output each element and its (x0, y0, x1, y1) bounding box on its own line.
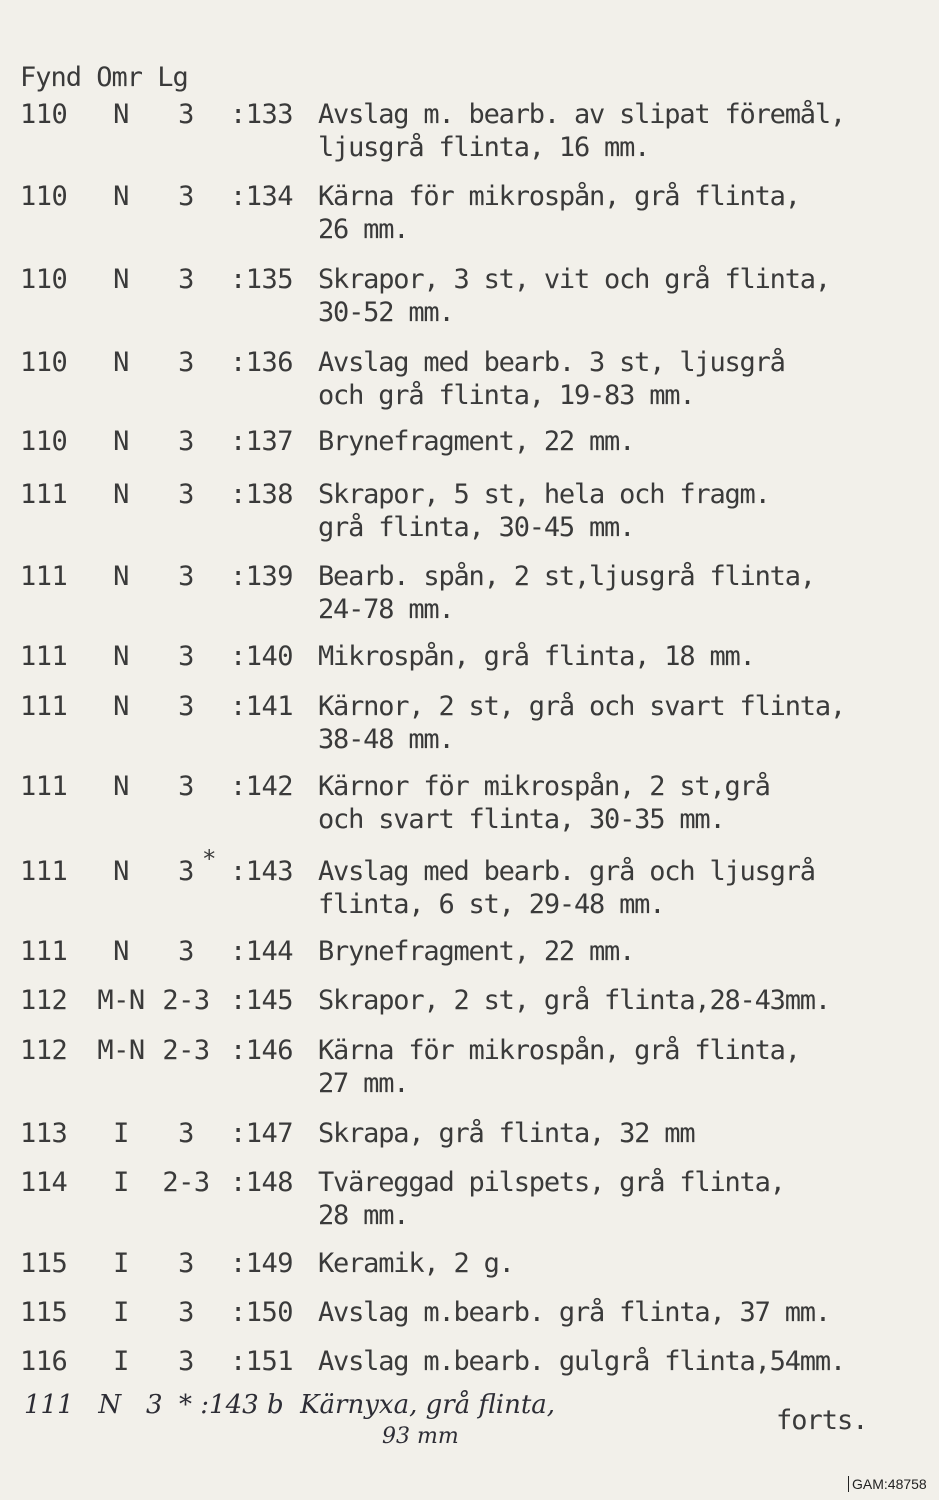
catalog-number: :147 (230, 1118, 294, 1149)
description: Kärnor för mikrospån, 2 st,grå och svart flinta, 30-35 mm. (318, 771, 770, 835)
area: N (113, 561, 129, 592)
description: Brynefragment, 22 mm. (318, 936, 635, 967)
area: N (113, 426, 129, 457)
area: M-N (97, 985, 145, 1016)
fynd-number: 111 (20, 561, 68, 592)
layer: 3 (178, 936, 194, 967)
area: M-N (97, 1035, 145, 1066)
fynd-number: 110 (20, 347, 68, 378)
area: N (113, 691, 129, 722)
layer: 3 (178, 264, 194, 295)
description: Skrapa, grå flinta, 32 mm (318, 1118, 695, 1149)
layer: 3 (178, 1297, 194, 1328)
catalog-number: :149 (230, 1248, 294, 1279)
area: N (113, 181, 129, 212)
fynd-number: 114 (20, 1167, 68, 1198)
fynd-number: 111 (20, 856, 68, 887)
fynd-number: 115 (20, 1297, 68, 1328)
layer: 2-3 (162, 1035, 210, 1066)
fynd-number: 116 (20, 1346, 68, 1377)
handwritten-entry: 111 N 3 * :143 b Kärnyxa, grå flinta, (24, 1390, 556, 1420)
description: Brynefragment, 22 mm. (318, 426, 635, 457)
area: N (113, 856, 129, 887)
description: Bearb. spån, 2 st,ljusgrå flinta, 24-78 mm. (318, 561, 815, 625)
fynd-number: 111 (20, 479, 68, 510)
description: Kärnor, 2 st, grå och svart flinta, 38-48 mm. (318, 691, 845, 755)
layer: 3 (178, 347, 194, 378)
catalog-number: :139 (230, 561, 294, 592)
description: Avslag m. bearb. av slipat föremål, ljusgrå flinta, 16 mm. (318, 99, 845, 163)
description: Kärna för mikrospån, grå flinta, 26 mm. (318, 181, 800, 245)
catalog-number: :135 (230, 264, 294, 295)
fynd-number: 115 (20, 1248, 68, 1279)
area: I (113, 1248, 129, 1279)
area: I (113, 1297, 129, 1328)
catalog-number: :151 (230, 1346, 294, 1377)
area: N (113, 936, 129, 967)
handwritten-entry-size: 93 mm (382, 1424, 459, 1449)
fynd-number: 111 (20, 771, 68, 802)
fynd-number: 112 (20, 1035, 68, 1066)
catalog-number: :136 (230, 347, 294, 378)
catalog-number: :140 (230, 641, 294, 672)
fynd-number: 110 (20, 181, 68, 212)
description: Tväreggad pilspets, grå flinta, 28 mm. (318, 1167, 785, 1231)
layer: 3 (178, 479, 194, 510)
description: Avslag m.bearb. gulgrå flinta,54mm. (318, 1346, 845, 1377)
layer: 3 (178, 641, 194, 672)
area: N (113, 347, 129, 378)
description: Skrapor, 5 st, hela och fragm. grå flinta, 30-45 mm. (318, 479, 770, 543)
area: I (113, 1118, 129, 1149)
description: Avslag m.bearb. grå flinta, 37 mm. (318, 1297, 830, 1328)
area: I (113, 1167, 129, 1198)
catalog-number: :134 (230, 181, 294, 212)
description: Avslag med bearb. grå och ljusgrå flinta, 6 st, 29-48 mm. (318, 856, 815, 920)
fynd-number: 110 (20, 426, 68, 457)
layer: 3 (178, 181, 194, 212)
catalog-number: :143 (230, 856, 294, 887)
description: Avslag med bearb. 3 st, ljusgrå och grå flinta, 19-83 mm. (318, 347, 785, 411)
catalog-number: :137 (230, 426, 294, 457)
area: N (113, 771, 129, 802)
fynd-number: 111 (20, 936, 68, 967)
fynd-number: 113 (20, 1118, 68, 1149)
description: Kärna för mikrospån, grå flinta, 27 mm. (318, 1035, 800, 1099)
layer: 2-3 (162, 1167, 210, 1198)
archive-stamp: GAM:48758 (848, 1476, 927, 1492)
layer: 3 (178, 1248, 194, 1279)
catalog-number: :145 (230, 985, 294, 1016)
description: Keramik, 2 g. (318, 1248, 514, 1279)
area: N (113, 641, 129, 672)
description: Mikrospån, grå flinta, 18 mm. (318, 641, 755, 672)
layer: 3 (178, 1118, 194, 1149)
column-header: Fynd Omr Lg (20, 62, 188, 93)
fynd-number: 111 (20, 641, 68, 672)
layer: 3 (178, 856, 194, 887)
area: I (113, 1346, 129, 1377)
layer: 2-3 (162, 985, 210, 1016)
catalog-number: :144 (230, 936, 294, 967)
catalog-number: :148 (230, 1167, 294, 1198)
layer: 3 (178, 99, 194, 130)
fynd-number: 112 (20, 985, 68, 1016)
description: Skrapor, 3 st, vit och grå flinta, 30-52 mm. (318, 264, 830, 328)
catalog-number: :146 (230, 1035, 294, 1066)
area: N (113, 479, 129, 510)
layer: 3 (178, 1346, 194, 1377)
fynd-number: 111 (20, 691, 68, 722)
area: N (113, 99, 129, 130)
catalog-number: :138 (230, 479, 294, 510)
catalog-number: :141 (230, 691, 294, 722)
layer: 3 (178, 426, 194, 457)
fynd-number: 110 (20, 264, 68, 295)
catalog-number: :133 (230, 99, 294, 130)
area: N (113, 264, 129, 295)
catalog-number: :142 (230, 771, 294, 802)
asterisk-mark: * (202, 845, 217, 873)
fynd-number: 110 (20, 99, 68, 130)
layer: 3 (178, 691, 194, 722)
continued-note: forts. (776, 1405, 868, 1436)
catalog-number: :150 (230, 1297, 294, 1328)
description: Skrapor, 2 st, grå flinta,28-43mm. (318, 985, 830, 1016)
layer: 3 (178, 561, 194, 592)
layer: 3 (178, 771, 194, 802)
